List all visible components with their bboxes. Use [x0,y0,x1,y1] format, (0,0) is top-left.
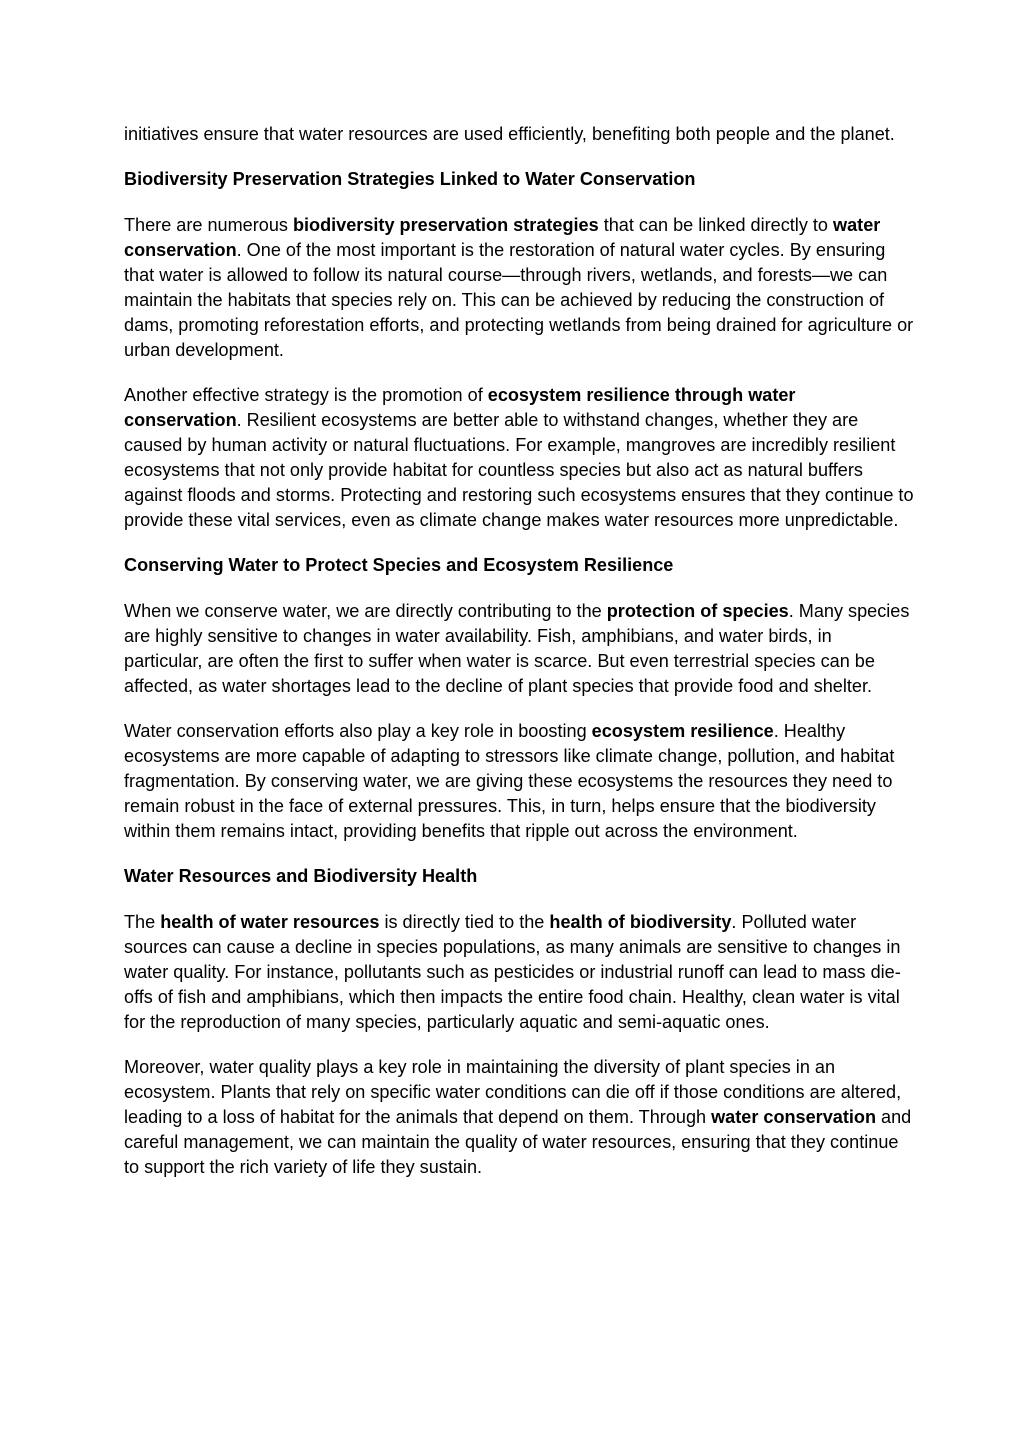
body-paragraph [124,213,914,363]
text-run: . One of the most important is the restoration of natural water cycles. By ensuring that water is allowed to follow its natural course—through rivers, wetlands, and forests—we can maintain the habitats that species rely on. This can be achieved by reducing the construction of dams, promoting reforestation efforts, and protecting wetlands from being drained for agriculture or urban development. [124,240,914,360]
body-paragraph [124,1055,914,1180]
text-run: and careful management, we can maintain the quality of water resources, ensuring that they continue to support the rich variety of life they sustain. [124,1107,912,1177]
body-paragraph [124,910,914,1035]
bold-text-run: protection of species [606,601,789,621]
bold-text-run: ecosystem resilience [591,721,774,741]
text-run: that can be linked directly to [598,215,834,235]
text-run: When we conserve water, we are directly contributing to the [124,601,607,621]
text-run: The [124,912,161,932]
bold-text-run: health of biodiversity [549,912,732,932]
text-run: Another effective strategy is the promotion of [124,385,488,405]
text-run: . Many species are highly sensitive to changes in water availability. Fish, amphibians, and water birds, in particular, are often the first to suffer when water is scarce. But even terrestrial species can be affected, as water shortages lead to the decline of plant species that provide food and shelter. [124,601,910,696]
section-heading: Biodiversity Preservation Strategies Linked to Water Conservation [124,169,696,189]
text-run: . Polluted water sources can cause a decline in species populations, as many animals are sensitive to changes in water quality. For instance, pollutants such as pesticides or industrial runoff can lead to mass die-offs of fish and amphibians, which then impacts the entire food chain. Healthy, clean water is vital for the reproduction of many species, particularly aquatic and semi-aquatic ones. [124,912,901,1032]
body-paragraph [124,383,914,533]
bold-text-run: water conservation [711,1107,877,1127]
document-sections [124,167,914,1180]
intro-continuation-paragraph: initiatives ensure that water resources are used efficiently, benefiting both people and the planet. [124,124,895,144]
text-run: . Healthy ecosystems are more capable of adapting to stressors like climate change, pollution, and habitat fragmentation. By conserving water, we are giving these ecosystems the resources they need to remain robust in the face of external pressures. This, in turn, helps ensure that the biodiversity within them remains intact, providing benefits that ripple out across the environment. [124,721,895,841]
text-run: Moreover, water quality plays a key role in maintaining the diversity of plant species in an ecosystem. Plants that rely on specific water conditions can die off if those conditions are altered, leading to a loss of habitat for the animals that depend on them. Through [124,1057,902,1127]
bold-text-run: ecosystem resilience through water conservation [124,385,796,430]
bold-text-run: health of water resources [160,912,380,932]
document-page [124,122,914,1200]
section-heading: Conserving Water to Protect Species and Ecosystem Resilience [124,555,674,575]
section-heading: Water Resources and Biodiversity Health [124,866,478,886]
body-paragraph [124,719,914,844]
bold-text-run: water conservation [124,215,881,260]
text-run: There are numerous [124,215,293,235]
bold-text-run: biodiversity preservation strategies [292,215,599,235]
body-paragraph [124,599,914,699]
text-run: is directly tied to the [379,912,550,932]
text-run: Water conservation efforts also play a key role in boosting [124,721,592,741]
text-run: . Resilient ecosystems are better able to withstand changes, whether they are caused by human activity or natural fluctuations. For example, mangroves are incredibly resilient ecosystems that not only provide habitat for countless species but also act as natural buffers against floods and storms. Protecting and restoring such ecosystems ensures that they continue to provide these vital services, even as climate change makes water resources more unpredictable. [124,410,914,530]
